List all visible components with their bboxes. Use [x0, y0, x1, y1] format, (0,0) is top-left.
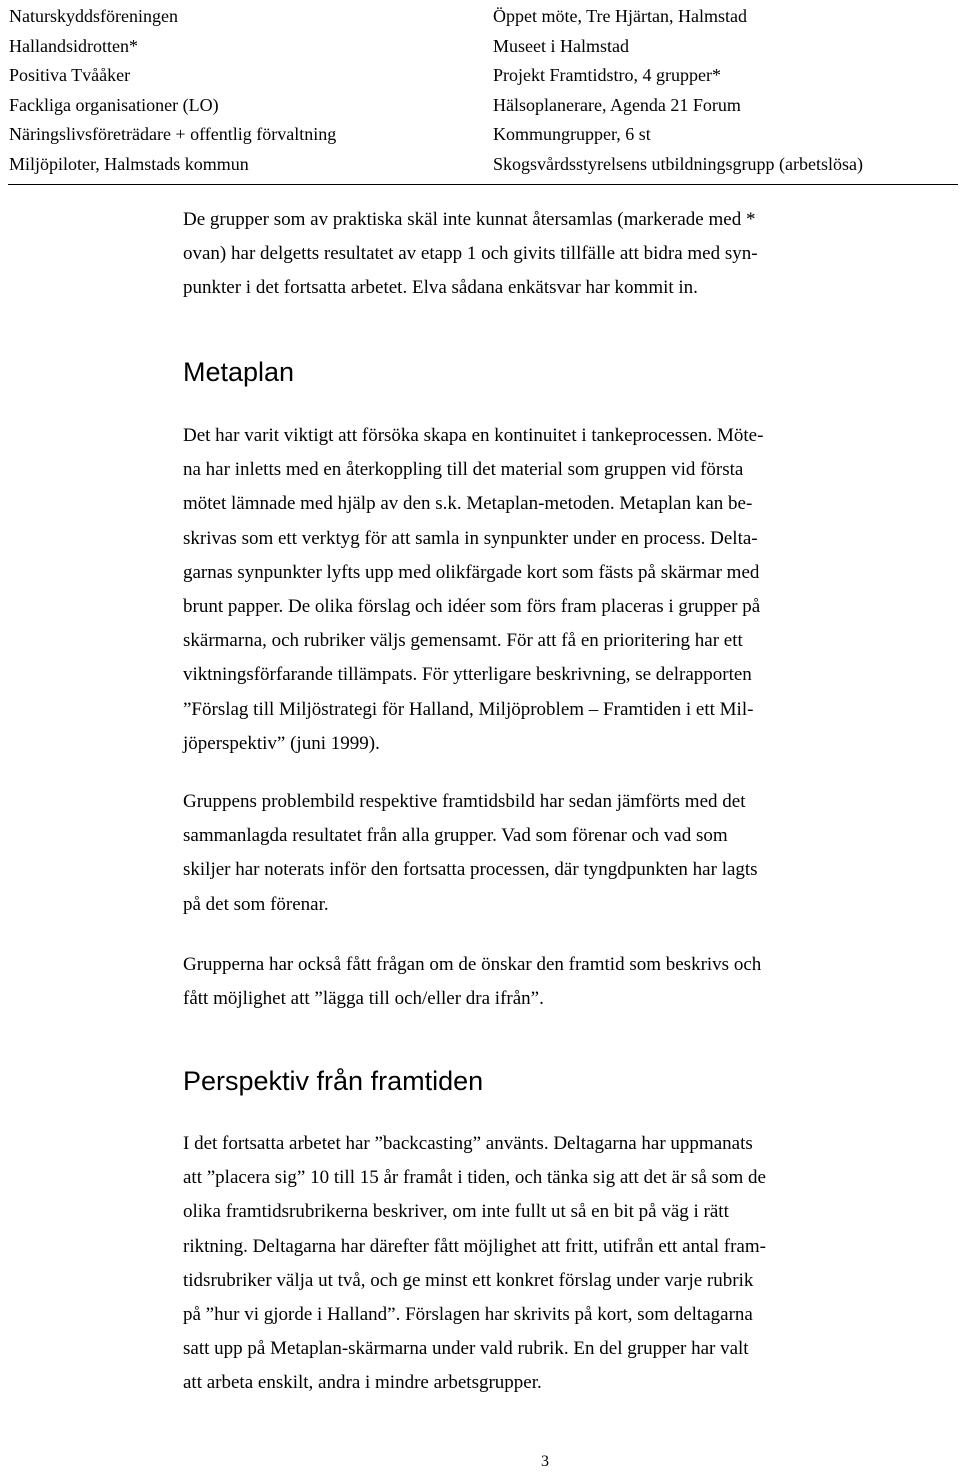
group-name: Skogsvårdsstyrelsens utbildningsgrupp (arbetslösa) [493, 153, 863, 174]
section-heading-perspektiv: Perspektiv från framtiden [183, 1066, 484, 1096]
intro-paragraph: De grupper som av praktiska skäl inte kunnat återsamlas (markerade med * ovan) har delgetts resultatet av etapp 1 och givits tillfälle att bidra med syn- punkter i det fortsatta arbetet. Elva sådana enkätsvar har kommit in. [183, 209, 758, 299]
group-name: Fackliga organisationer (LO) [9, 94, 219, 115]
section-heading-metaplan: Metaplan [183, 357, 295, 387]
metaplan-paragraph-2: Gruppens problembild respektive framtidsbild har sedan jämförts med det sammanlagda resultatet från alla grupper. Vad som förenar och vad som skiljer har noterats inför den fortsatta processen, där tyngdpunkten har lagts på det som förenar. [183, 791, 758, 915]
perspektiv-heading-block [183, 1064, 903, 1098]
group-name: Näringslivsföreträdare + offentlig förvaltning [9, 124, 337, 144]
metaplan-paragraph-3: Grupperna har också fått frågan om de önskar den framtid som beskrivs och fått möjlighet att ”lägga till och/eller dra ifrån”. [183, 954, 762, 1010]
group-name: Kommungrupper, 6 st [493, 124, 651, 144]
group-name: Hälsoplanerare, Agenda 21 Forum [493, 94, 741, 115]
perspektiv-section [183, 1127, 903, 1401]
metaplan-paragraph-1: Det har varit viktigt att försöka skapa en kontinuitet i tankeprocessen. Möte- na har inletts med en återkoppling till det material som gruppen vid första mötet lämnade med hjälp av den s.k. Metaplan-metoden. Metaplan kan be- skrivas som ett verktyg för att samla in synpunkter under en process. Delta- garnas synpunkter lyfts upp med olikfärgade kort som fästs på skärmar med brunt papper. De olika förslag och idéer som förs fram placeras i grupper på skärmarna, och rubriker väljs gemensamt. För att få en prioritering har ett viktningsförfarande tillämpats. För ytterligare beskrivning, se delrapporten ”Förslag till Miljöstrategi för Halland, Miljöproblem – Framtiden i ett Mil- jöperspektiv” (juni 1999). [183, 425, 764, 754]
participant-groups-right-column [493, 2, 960, 179]
page-number: 3 [541, 1453, 549, 1470]
table-bottom-rule [8, 184, 958, 185]
metaplan-section [183, 419, 903, 761]
intro-section [183, 203, 903, 306]
group-name: Projekt Framtidstro, 4 grupper* [493, 65, 721, 85]
group-name: Positiva Tvååker [9, 65, 131, 85]
perspektiv-paragraph-1: I det fortsatta arbetet har ”backcasting” använts. Deltagarna har uppmanats att ”placera sig” 10 till 15 år framåt i tiden, och tänka sig att det är så som de olika framtidsrubrikerna beskriver, om inte fullt ut så en bit på väg i rätt riktning. Deltagarna har därefter fått möjlighet att fritt, utifrån ett antal fram- tidsrubriker välja ut två, och ge minst ett konkret förslag under varje rubrik på ”hur vi gjorde i Halland”. Förslagen har skrivits på kort, som deltagarna satt upp på Metaplan-skärmarna under vald rubrik. En del grupper har valt att arbeta enskilt, andra i mindre arbetsgrupper. [183, 1133, 766, 1394]
metaplan-section-2 [183, 785, 903, 922]
group-name: Miljöpiloter, Halmstads kommun [9, 153, 249, 174]
metaplan-section-3 [183, 948, 903, 1016]
group-name: Hallandsidrotten* [9, 35, 138, 56]
group-name: Öppet möte, Tre Hjärtan, Halmstad [493, 6, 747, 26]
metaplan-heading-block [183, 355, 903, 389]
participant-groups-left-column [9, 2, 489, 179]
group-name: Museet i Halmstad [493, 35, 629, 56]
group-name: Naturskyddsföreningen [9, 6, 178, 26]
